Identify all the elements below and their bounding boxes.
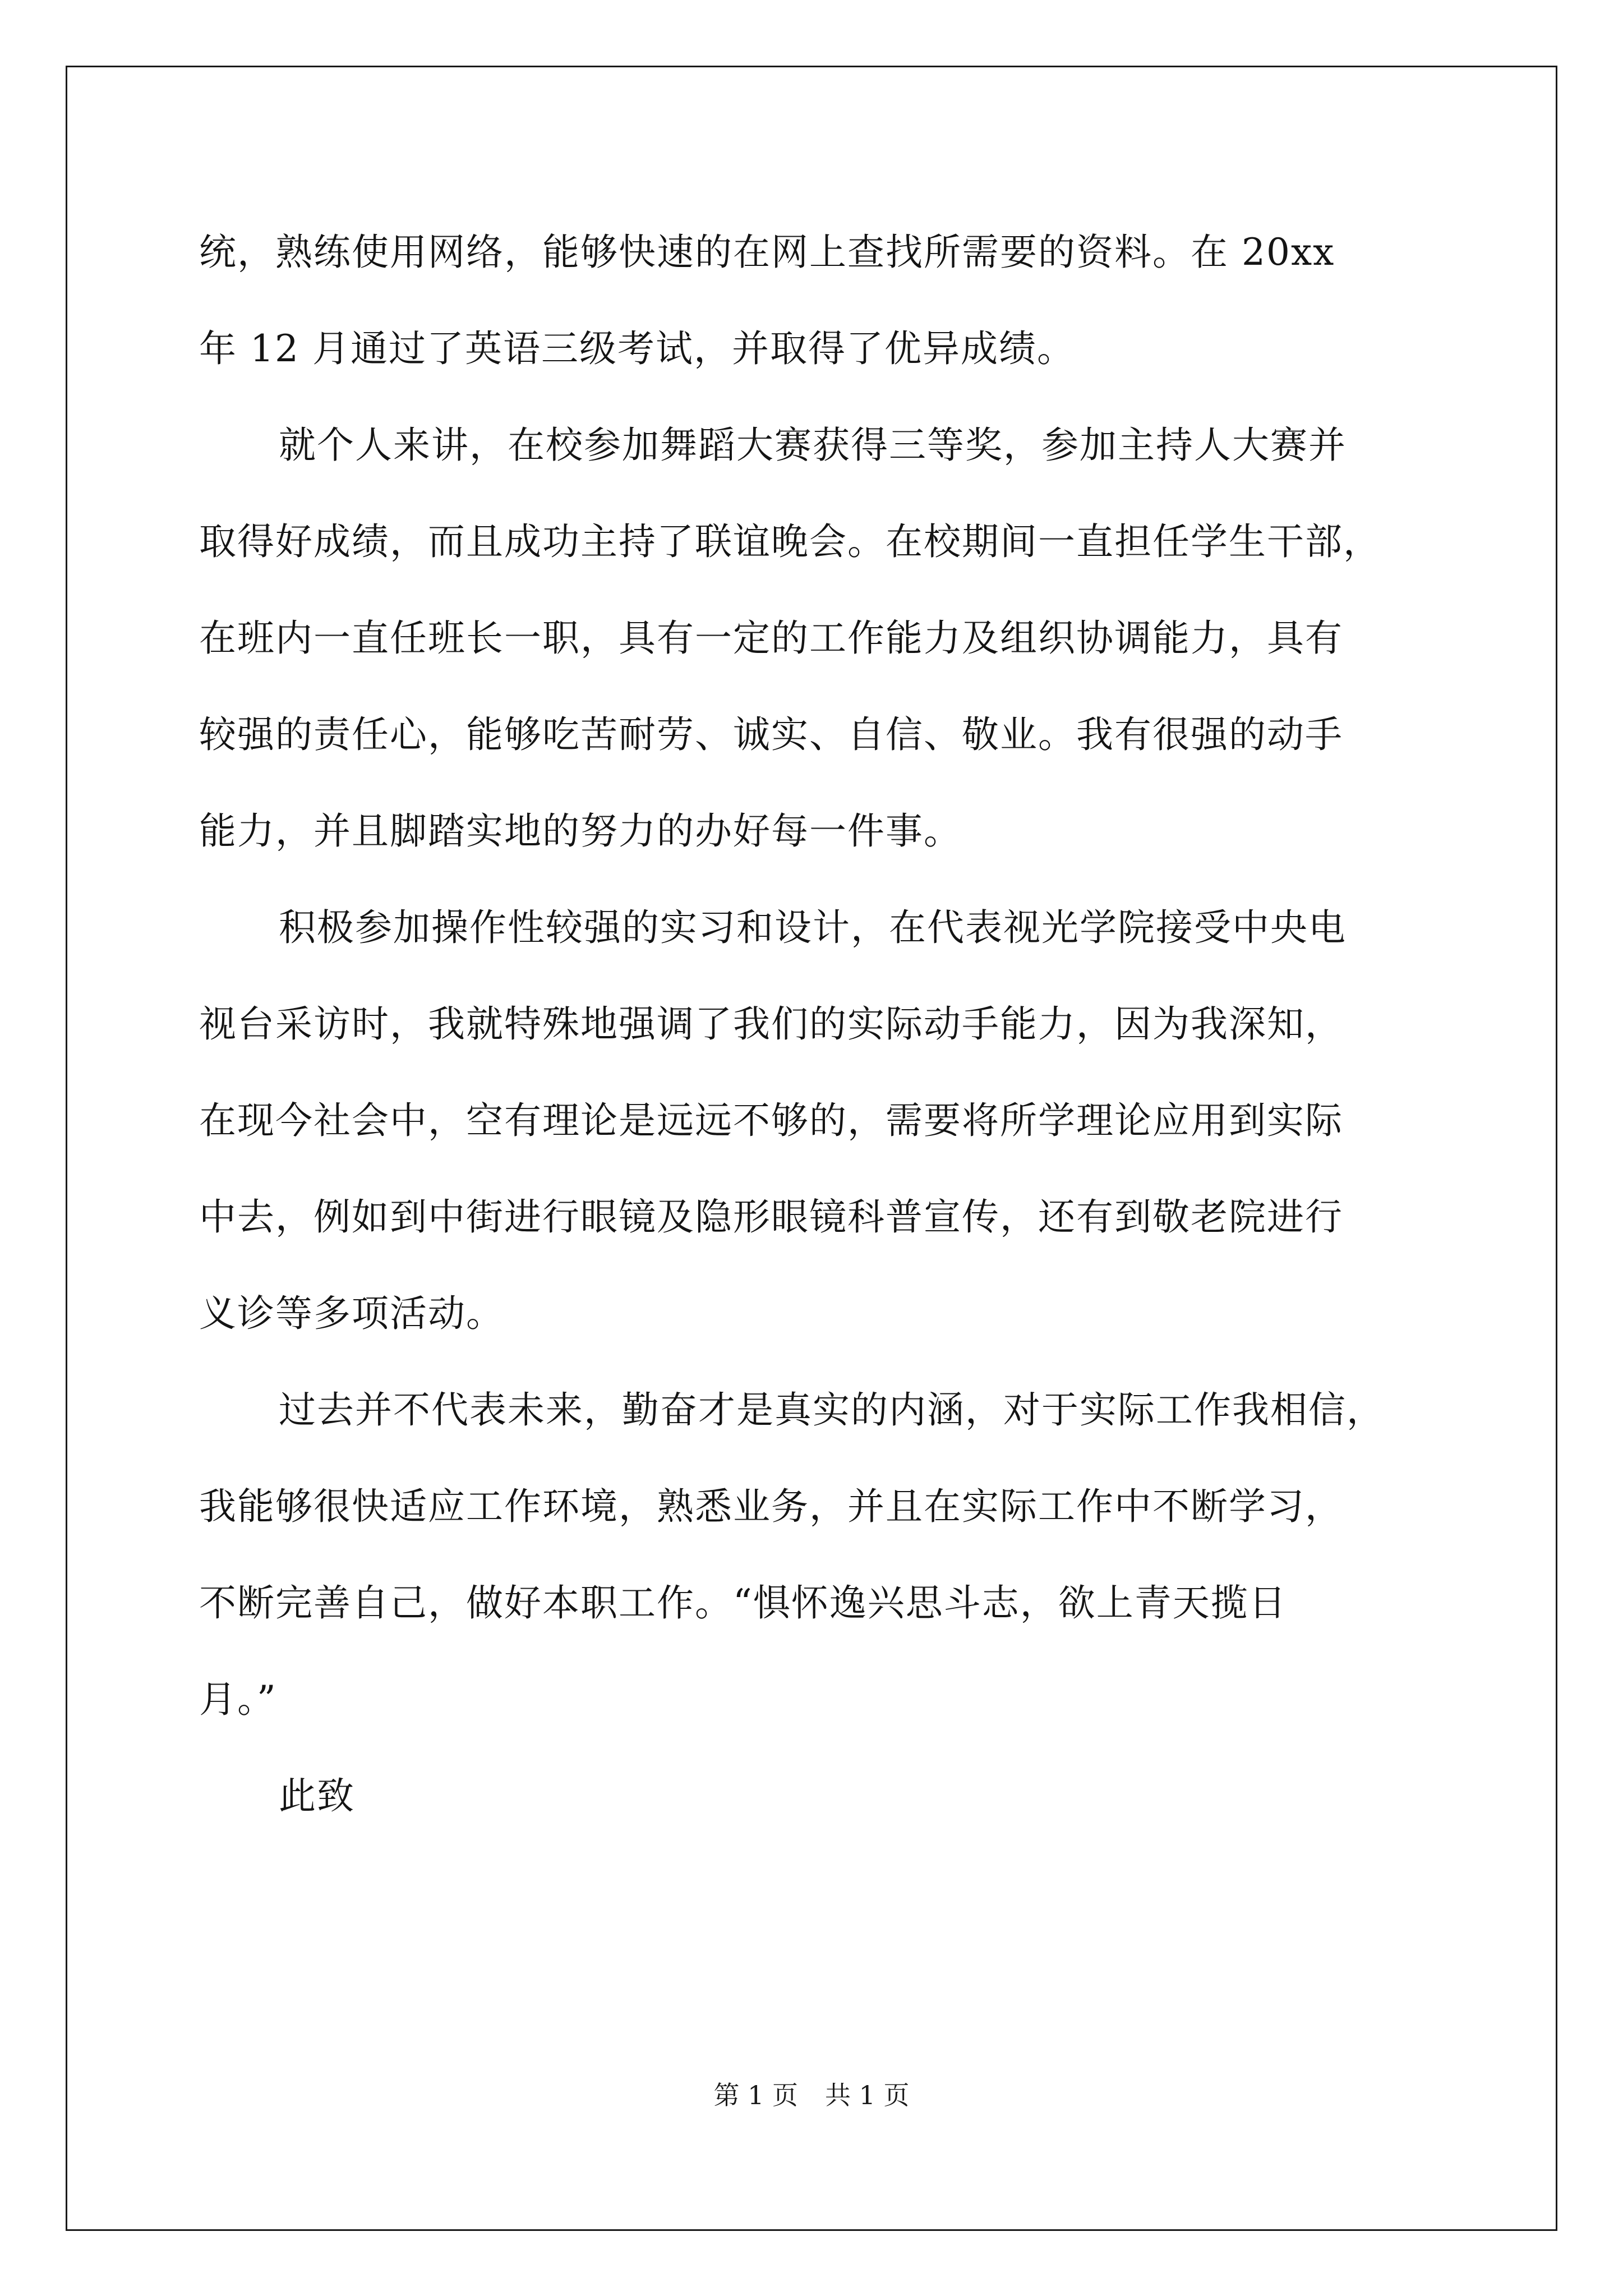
paragraph-start-line: 就个人来讲，在校参加舞蹈大赛获得三等奖，参加主持人大赛并	[279, 424, 1347, 467]
document-body	[199, 210, 1461, 1851]
text-line: 较强的责任心，能够吃苦耐劳、诚实、自信、敬业。我有很强的动手	[199, 713, 1343, 756]
text-line: 在班内一直任班长一职，具有一定的工作能力及组织协调能力，具有	[199, 616, 1343, 660]
total-pages: 共 1 页	[825, 2080, 910, 2110]
text-line: 不断完善自己，做好本职工作。“惧怀逸兴思斗志，欲上青天揽日	[199, 1581, 1287, 1625]
text-line: 能力，并且脚踏实地的努力的办好每一件事。	[199, 809, 962, 853]
page-number: 第 1 页	[713, 2080, 798, 2110]
text-line: 视台采访时，我就特殊地强调了我们的实际动手能力，因为我深知，	[199, 1002, 1343, 1046]
text-line: 月。”	[199, 1678, 277, 1721]
paragraph-start-line: 过去并不代表未来，勤奋才是真实的内涵，对于实际工作我相信，	[279, 1388, 1385, 1432]
text-line: 中去，例如到中街进行眼镜及隐形眼镜科普宣传，还有到敬老院进行	[199, 1195, 1343, 1239]
closing-salutation: 此致	[279, 1774, 355, 1818]
text-line: 取得好成绩，而且成功主持了联谊晚会。在校期间一直担任学生干部，	[199, 520, 1381, 563]
text-line: 在现今社会中，空有理论是远远不够的，需要将所学理论应用到实际	[199, 1099, 1343, 1142]
text-line: 年 12 月通过了英语三级考试，并取得了优异成绩。	[199, 327, 1075, 370]
text-line: 我能够很快适应工作环境，熟悉业务，并且在实际工作中不断学习，	[199, 1485, 1343, 1528]
text-line: 义诊等多项活动。	[199, 1292, 504, 1335]
page-footer	[0, 2078, 1623, 2112]
paragraph-start-line: 积极参加操作性较强的实习和设计，在代表视光学院接受中央电	[279, 906, 1347, 949]
text-line: 统，熟练使用网络，能够快速的在网上查找所需要的资料。在 20xx	[199, 231, 1335, 274]
